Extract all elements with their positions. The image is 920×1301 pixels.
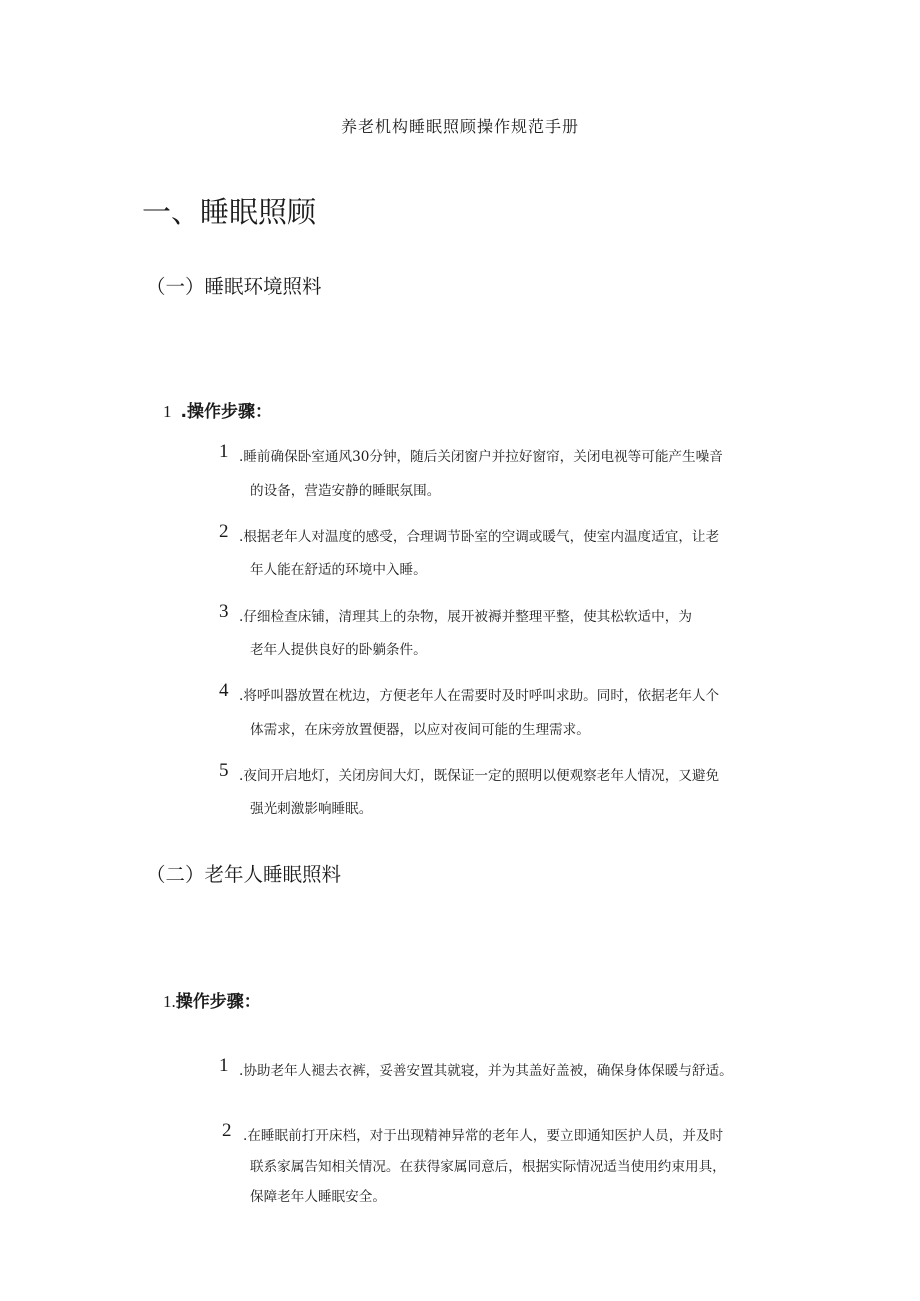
document-title: 养老机构睡眠照顾操作规范手册: [340, 117, 579, 136]
item-text-line: .仔细检查床铺，清理其上的杂物，展开被褥并整理平整，使其松软适中，为: [239, 609, 692, 625]
item-number: 5: [219, 760, 229, 781]
item-number: 3: [219, 601, 229, 622]
item-text-line: 的设备，营造安静的睡眠氛围。: [250, 483, 441, 499]
item-number: 1: [219, 441, 229, 462]
item-text-line: 联系家属告知相关情况。在获得家属同意后，根据实际情况适当使用约束用具，: [250, 1159, 726, 1175]
item-text-line: .夜间开启地灯，关闭房间大灯，既保证一定的照明以便观察老年人情况，又避免: [239, 768, 720, 784]
item-text-line: 年人能在舒适的环境中入睡。: [250, 562, 427, 578]
item-text-line: 保障老年人睡眠安全。: [250, 1189, 386, 1205]
item-number: 2: [219, 521, 229, 542]
section-heading-sleep-care: 一、睡眠照顾: [142, 195, 317, 229]
steps-number: 1.: [163, 992, 176, 1011]
item-text-line: .睡前确保卧室通风30分钟，随后关闭窗户并拉好窗帘，关闭电视等可能产生噪音: [239, 449, 723, 465]
steps-label: .操作步骤：: [180, 402, 272, 422]
item-text-line: 体需求，在床旁放置便器，以应对夜间可能的生理需求。: [250, 722, 590, 738]
steps-heading: [163, 397, 272, 422]
steps-heading: [163, 987, 261, 1012]
item-text-line: .在睡眠前打开床档，对于出现精神异常的老年人，要立即通知医护人员，并及时: [243, 1128, 724, 1144]
item-text-line: .协助老年人褪去衣裤，妥善安置其就寝，并为其盖好盖被，确保身体保暖与舒适。: [239, 1063, 733, 1079]
item-text-line: .根据老年人对温度的感受，合理调节卧室的空调或暖气，使室内温度适宜，让老: [239, 529, 720, 545]
steps-label: 操作步骤：: [175, 992, 261, 1012]
item-number: 4: [219, 680, 229, 701]
item-number: 2: [222, 1120, 232, 1141]
item-text-line: .将呼叫器放置在枕边，方便老年人在需要时及时呼叫求助。同时，依据老年人个: [239, 688, 720, 704]
subsection-heading-elderly-sleep: （二）老年人睡眠照料: [146, 863, 342, 886]
subsection-heading-environment: （一）睡眠环境照料: [146, 275, 322, 298]
item-text-line: 强光刺激影响睡眠。: [250, 801, 373, 817]
item-number: 1: [219, 1055, 229, 1076]
item-text-line: 老年人提供良好的卧躺条件。: [250, 642, 427, 658]
steps-number: 1: [163, 402, 172, 421]
